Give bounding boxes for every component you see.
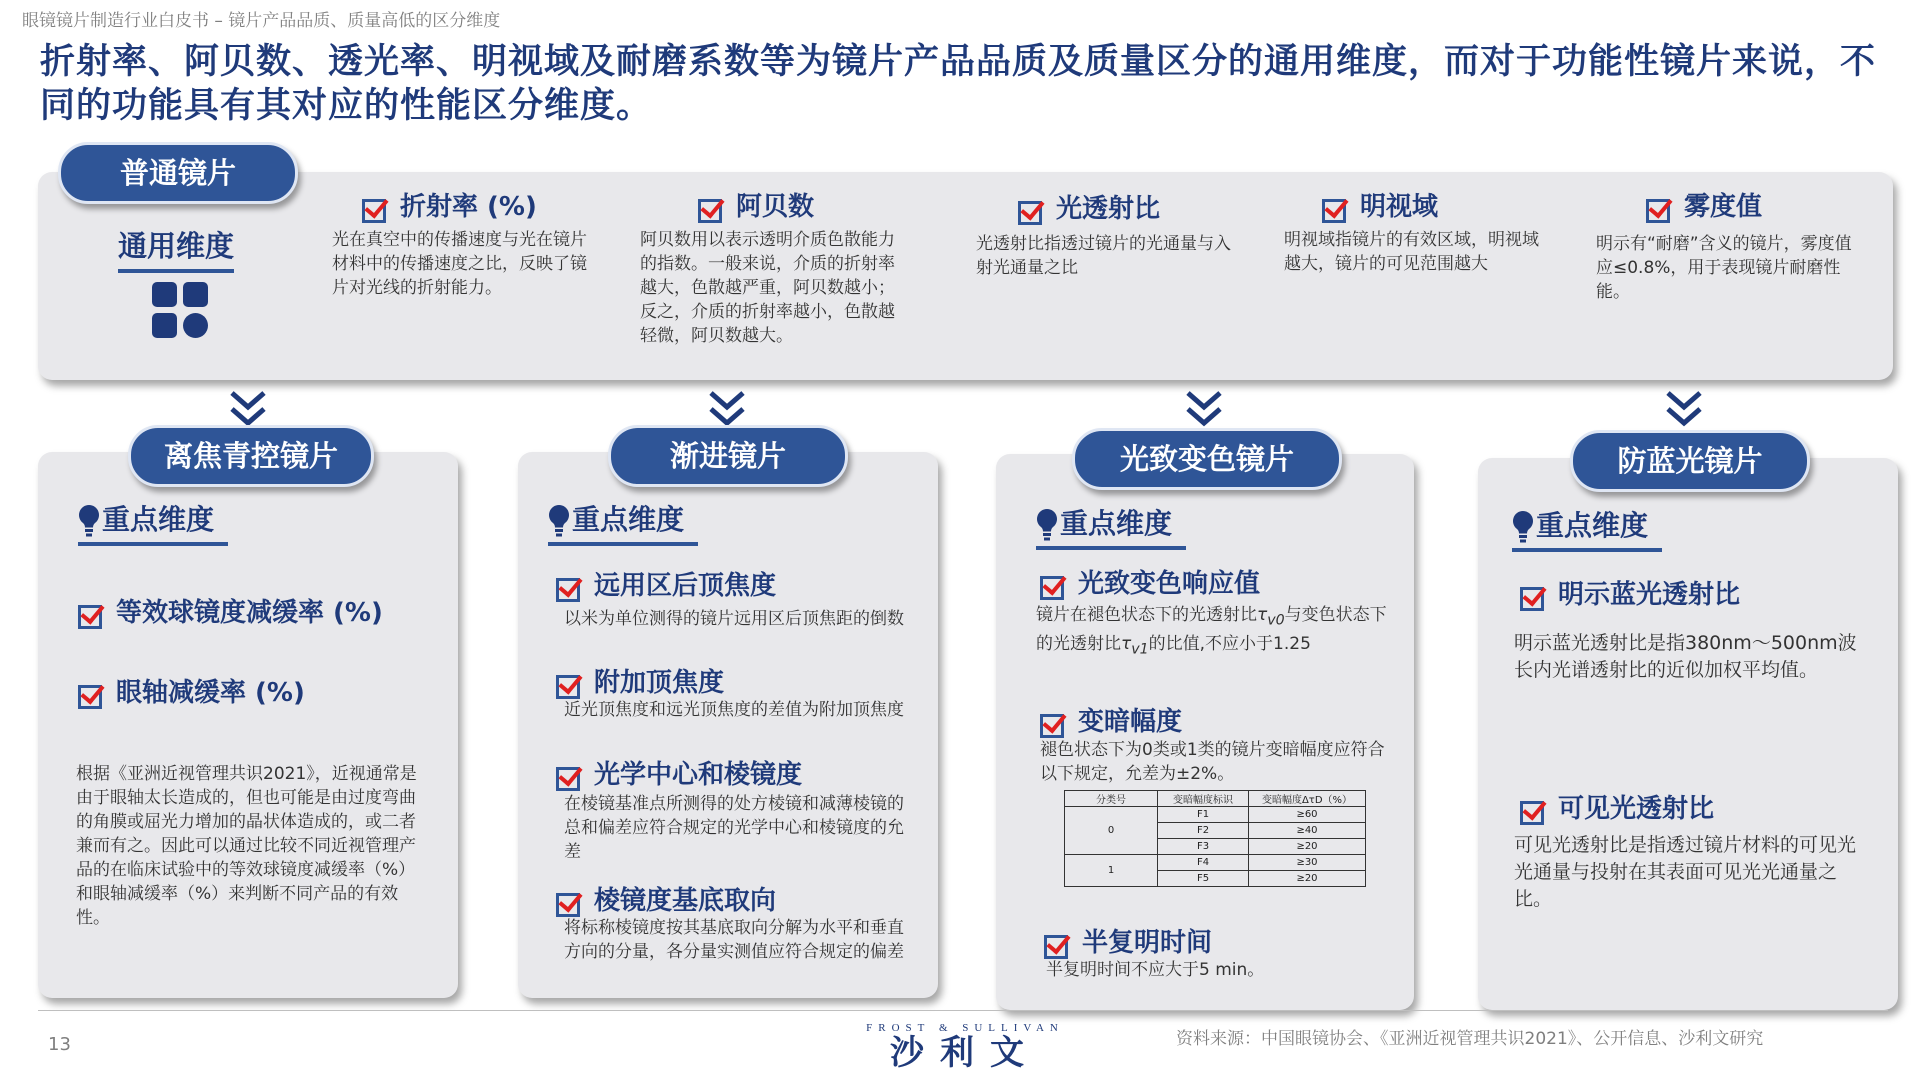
tau-symbol: τ [1121,634,1132,655]
lightbulb-icon [548,504,570,538]
item-desc [1036,603,1388,662]
key-dimension-title [78,498,228,546]
item-visible-transmittance [1520,788,1714,825]
table-cell: ≥60 [1249,807,1366,823]
logo [860,1022,1070,1072]
item-title: 折射率 (%) [400,192,537,222]
general-dimension-title: 通用维度 [118,224,234,273]
footer-divider [38,1010,1888,1011]
key-dimension-title [1512,504,1662,552]
table-cell: 0 [1065,807,1158,855]
item-title: 等效球镜度减缓率 (%) [116,598,383,628]
item-desc: 可见光透射比是指透过镜片材料的可见光光通量与投射在其表面可见光光通量之比。 [1514,834,1857,910]
item-title: 可见光透射比 [1558,794,1715,824]
lightbulb-icon [1036,508,1058,542]
item-darkening-range [1040,701,1182,738]
darkening-table [1064,790,1366,887]
general-item-abbe [698,186,814,223]
table-header-row [1065,791,1366,807]
key-dimension-label: 重点维度 [1060,507,1173,540]
key-dimension-title [1036,502,1186,550]
table-row [1065,855,1366,871]
item-desc: 光在真空中的传播速度与光在镜片材料中的传播速度之比，反映了镜片对光线的折射能力。 [332,230,587,298]
table-header: 变暗幅度ΔτD（%） [1249,791,1366,807]
checkbox-icon [556,578,580,602]
table-cell: ≥30 [1249,855,1366,871]
item-desc: 光透射比指透过镜片的光通量与入射光通量之比 [976,234,1231,278]
general-item-clear-field [1322,186,1438,223]
breadcrumb: 眼镜镜片制造行业白皮书 – 镜片产品品质、质量高低的区分维度 [22,11,501,31]
table-cell: ≥40 [1249,823,1366,839]
pill-defocus-lens: 离焦青控镜片 [128,425,374,487]
item-blue-transmittance [1520,574,1740,611]
checkbox-icon [1040,714,1064,738]
checkbox-icon [1646,199,1670,223]
item-title: 眼轴减缓率 (%) [116,678,305,708]
item-desc: 明视域指镜片的有效区域，明视域越大，镜片的可见范围越大 [1284,230,1539,274]
item-distance-vertex-power [556,565,776,602]
item-title: 远用区后顶焦度 [594,571,777,601]
desc-text: 与变色状态下的光透射比 [1036,605,1387,655]
item-title: 棱镜度基底取向 [594,886,777,916]
logo-cn: 沙利文 [890,1033,1040,1073]
pill-general-lens: 普通镜片 [58,142,298,204]
table-header: 变暗幅度标识 [1158,791,1249,807]
table-cell: F2 [1158,823,1249,839]
item-desc: 阿贝数用以表示透明介质色散能力的指数。一般来说，介质的折射率越大，色散越严重，阿贝数越小；反之，介质的折射率越小，色散越轻微，阿贝数越大。 [640,230,895,346]
tau-subscript: v0 [1267,612,1285,629]
defocus-note: 根据《亚洲近视管理共识2021》，近视通常是由于眼轴太长造成的，但也可能是由过度弯曲的角膜或屈光力增加的晶状体造成的，或二者兼而有之。因此可以通过比较不同近视管理产品的在临床试验中的等效球镜度减缓率（%）和眼轴减缓率（%）来判断不同产品的有效性。 [76,764,417,928]
checkbox-icon [556,893,580,917]
item-title: 光致变色响应值 [1078,569,1261,599]
item-desc: 褪色状态下为0类或1类的镜片变暗幅度应符合以下规定，允差为±2%。 [1040,740,1385,784]
item-title: 明视域 [1360,192,1439,222]
item-desc: 明示有“耐磨”含义的镜片，雾度值应≤0.8%，用于表现镜片耐磨性能。 [1596,234,1852,302]
table-cell: F4 [1158,855,1249,871]
table-header: 分类号 [1065,791,1158,807]
table-cell: ≥20 [1249,839,1366,855]
table-row [1065,807,1366,823]
table-cell: F3 [1158,839,1249,855]
item-axial-slowdown [78,672,305,709]
source-note: 资料来源：中国眼镜协会、《亚洲近视管理共识2021》、公开信息、沙利文研究 [1176,1029,1764,1049]
key-dimension-label: 重点维度 [572,503,685,536]
checkbox-icon [362,199,386,223]
item-optical-center [556,754,802,791]
item-title: 阿贝数 [736,192,815,222]
page-number: 13 [48,1034,71,1055]
general-item-refractive [362,186,537,223]
checkbox-icon [1040,576,1064,600]
lightbulb-icon [1512,510,1534,544]
item-title: 光学中心和棱镜度 [594,760,803,790]
logo-en: FROST & SULLIVAN [866,1022,1064,1034]
general-item-transmittance [1018,188,1160,225]
desc-text: 镜片在褪色状态下的光透射比 [1036,605,1257,625]
item-title: 变暗幅度 [1078,707,1183,737]
table-cell: 1 [1065,855,1158,887]
item-desc: 以米为单位测得的镜片远用区后顶焦距的倒数 [564,609,904,629]
item-desc: 将标称棱镜度按其基底取向分解为水平和垂直方向的分量，各分量实测值应符合规定的偏差 [564,918,904,962]
checkbox-icon [556,675,580,699]
table-cell: F5 [1158,871,1249,887]
pill-photochromic-lens: 光致变色镜片 [1072,428,1342,490]
item-prism-base [556,880,776,917]
item-desc: 在棱镜基准点所测得的处方棱镜和减薄棱镜的总和偏差应符合规定的光学中心和棱镜度的允差 [564,794,904,862]
checkbox-icon [1520,801,1544,825]
lightbulb-icon [78,504,100,538]
chevron-down-icon [1185,390,1223,430]
item-half-recovery [1044,922,1212,959]
checkbox-icon [556,767,580,791]
item-desc: 明示蓝光透射比是指380nm～500nm波长内光谱透射比的近似加权平均值。 [1514,632,1857,681]
item-spherical-slowdown [78,592,383,629]
item-title: 雾度值 [1684,192,1763,222]
checkbox-icon [1018,201,1042,225]
table-cell: ≥20 [1249,871,1366,887]
key-dimension-label: 重点维度 [102,503,215,536]
item-title: 明示蓝光透射比 [1558,580,1741,610]
checkbox-icon [78,605,102,629]
chevron-down-icon [229,390,267,430]
item-desc: 近光顶焦度和远光顶焦度的差值为附加顶焦度 [564,700,904,720]
table-cell: F1 [1158,807,1249,823]
chevron-down-icon [708,390,746,430]
key-dimension-label: 重点维度 [1536,509,1649,542]
desc-text: 的比值,不应小于1.25 [1148,634,1311,655]
item-title: 光透射比 [1056,194,1161,224]
page-title: 折射率、阿贝数、透光率、明视域及耐磨系数等为镜片产品品质及质量区分的通用维度，而对于功能性镜片来说，不同的功能具有其对应的性能区分维度。 [40,42,1877,126]
pill-progressive-lens: 渐进镜片 [608,425,848,487]
checkbox-icon [1520,587,1544,611]
tau-subscript: v1 [1131,641,1149,658]
item-title: 附加顶焦度 [594,668,725,698]
checkbox-icon [1044,935,1068,959]
pill-blue-light-lens: 防蓝光镜片 [1570,430,1810,492]
general-item-haze [1646,186,1762,223]
tau-symbol: τ [1257,605,1268,625]
key-dimension-title [548,498,698,546]
item-title: 半复明时间 [1082,928,1213,958]
checkbox-icon [1322,199,1346,223]
item-photochromic-response [1040,563,1260,600]
item-addition-power [556,662,724,699]
grid-icon [152,282,208,338]
checkbox-icon [698,199,722,223]
chevron-down-icon [1665,390,1703,430]
checkbox-icon [78,685,102,709]
darkening-table-wrap [1064,790,1366,887]
item-desc: 半复明时间不应大于5 min。 [1046,960,1265,980]
